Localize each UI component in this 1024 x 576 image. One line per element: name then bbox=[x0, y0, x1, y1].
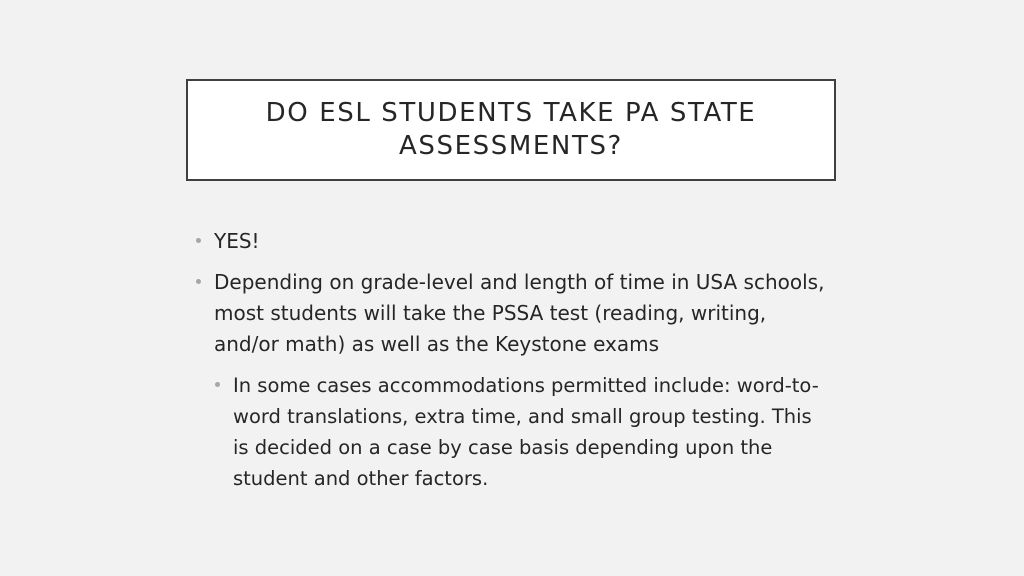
sub-bullet-item bbox=[215, 370, 823, 494]
bullet-dot-icon bbox=[196, 238, 201, 243]
content-area bbox=[196, 226, 836, 494]
title-box bbox=[186, 79, 836, 181]
bullet-dot-icon bbox=[215, 382, 220, 387]
bullet-text: YES! bbox=[214, 229, 260, 253]
sub-bullet-text: In some cases accommodations permitted include: word-to-word translations, extra time, and small group testing. This is decided on a case by case basis depending upon the student and other factors. bbox=[233, 374, 819, 490]
bullet-text: Depending on grade-level and length of time in USA schools, most students will take the PSSA test (reading, writing, and/or math) as well as the Keystone exams bbox=[214, 270, 825, 356]
bullet-item bbox=[196, 226, 836, 257]
bullet-dot-icon bbox=[196, 279, 201, 284]
slide-title: DO ESL STUDENTS TAKE PA STATE ASSESSMENTS? bbox=[265, 98, 757, 161]
bullet-item bbox=[196, 267, 836, 360]
